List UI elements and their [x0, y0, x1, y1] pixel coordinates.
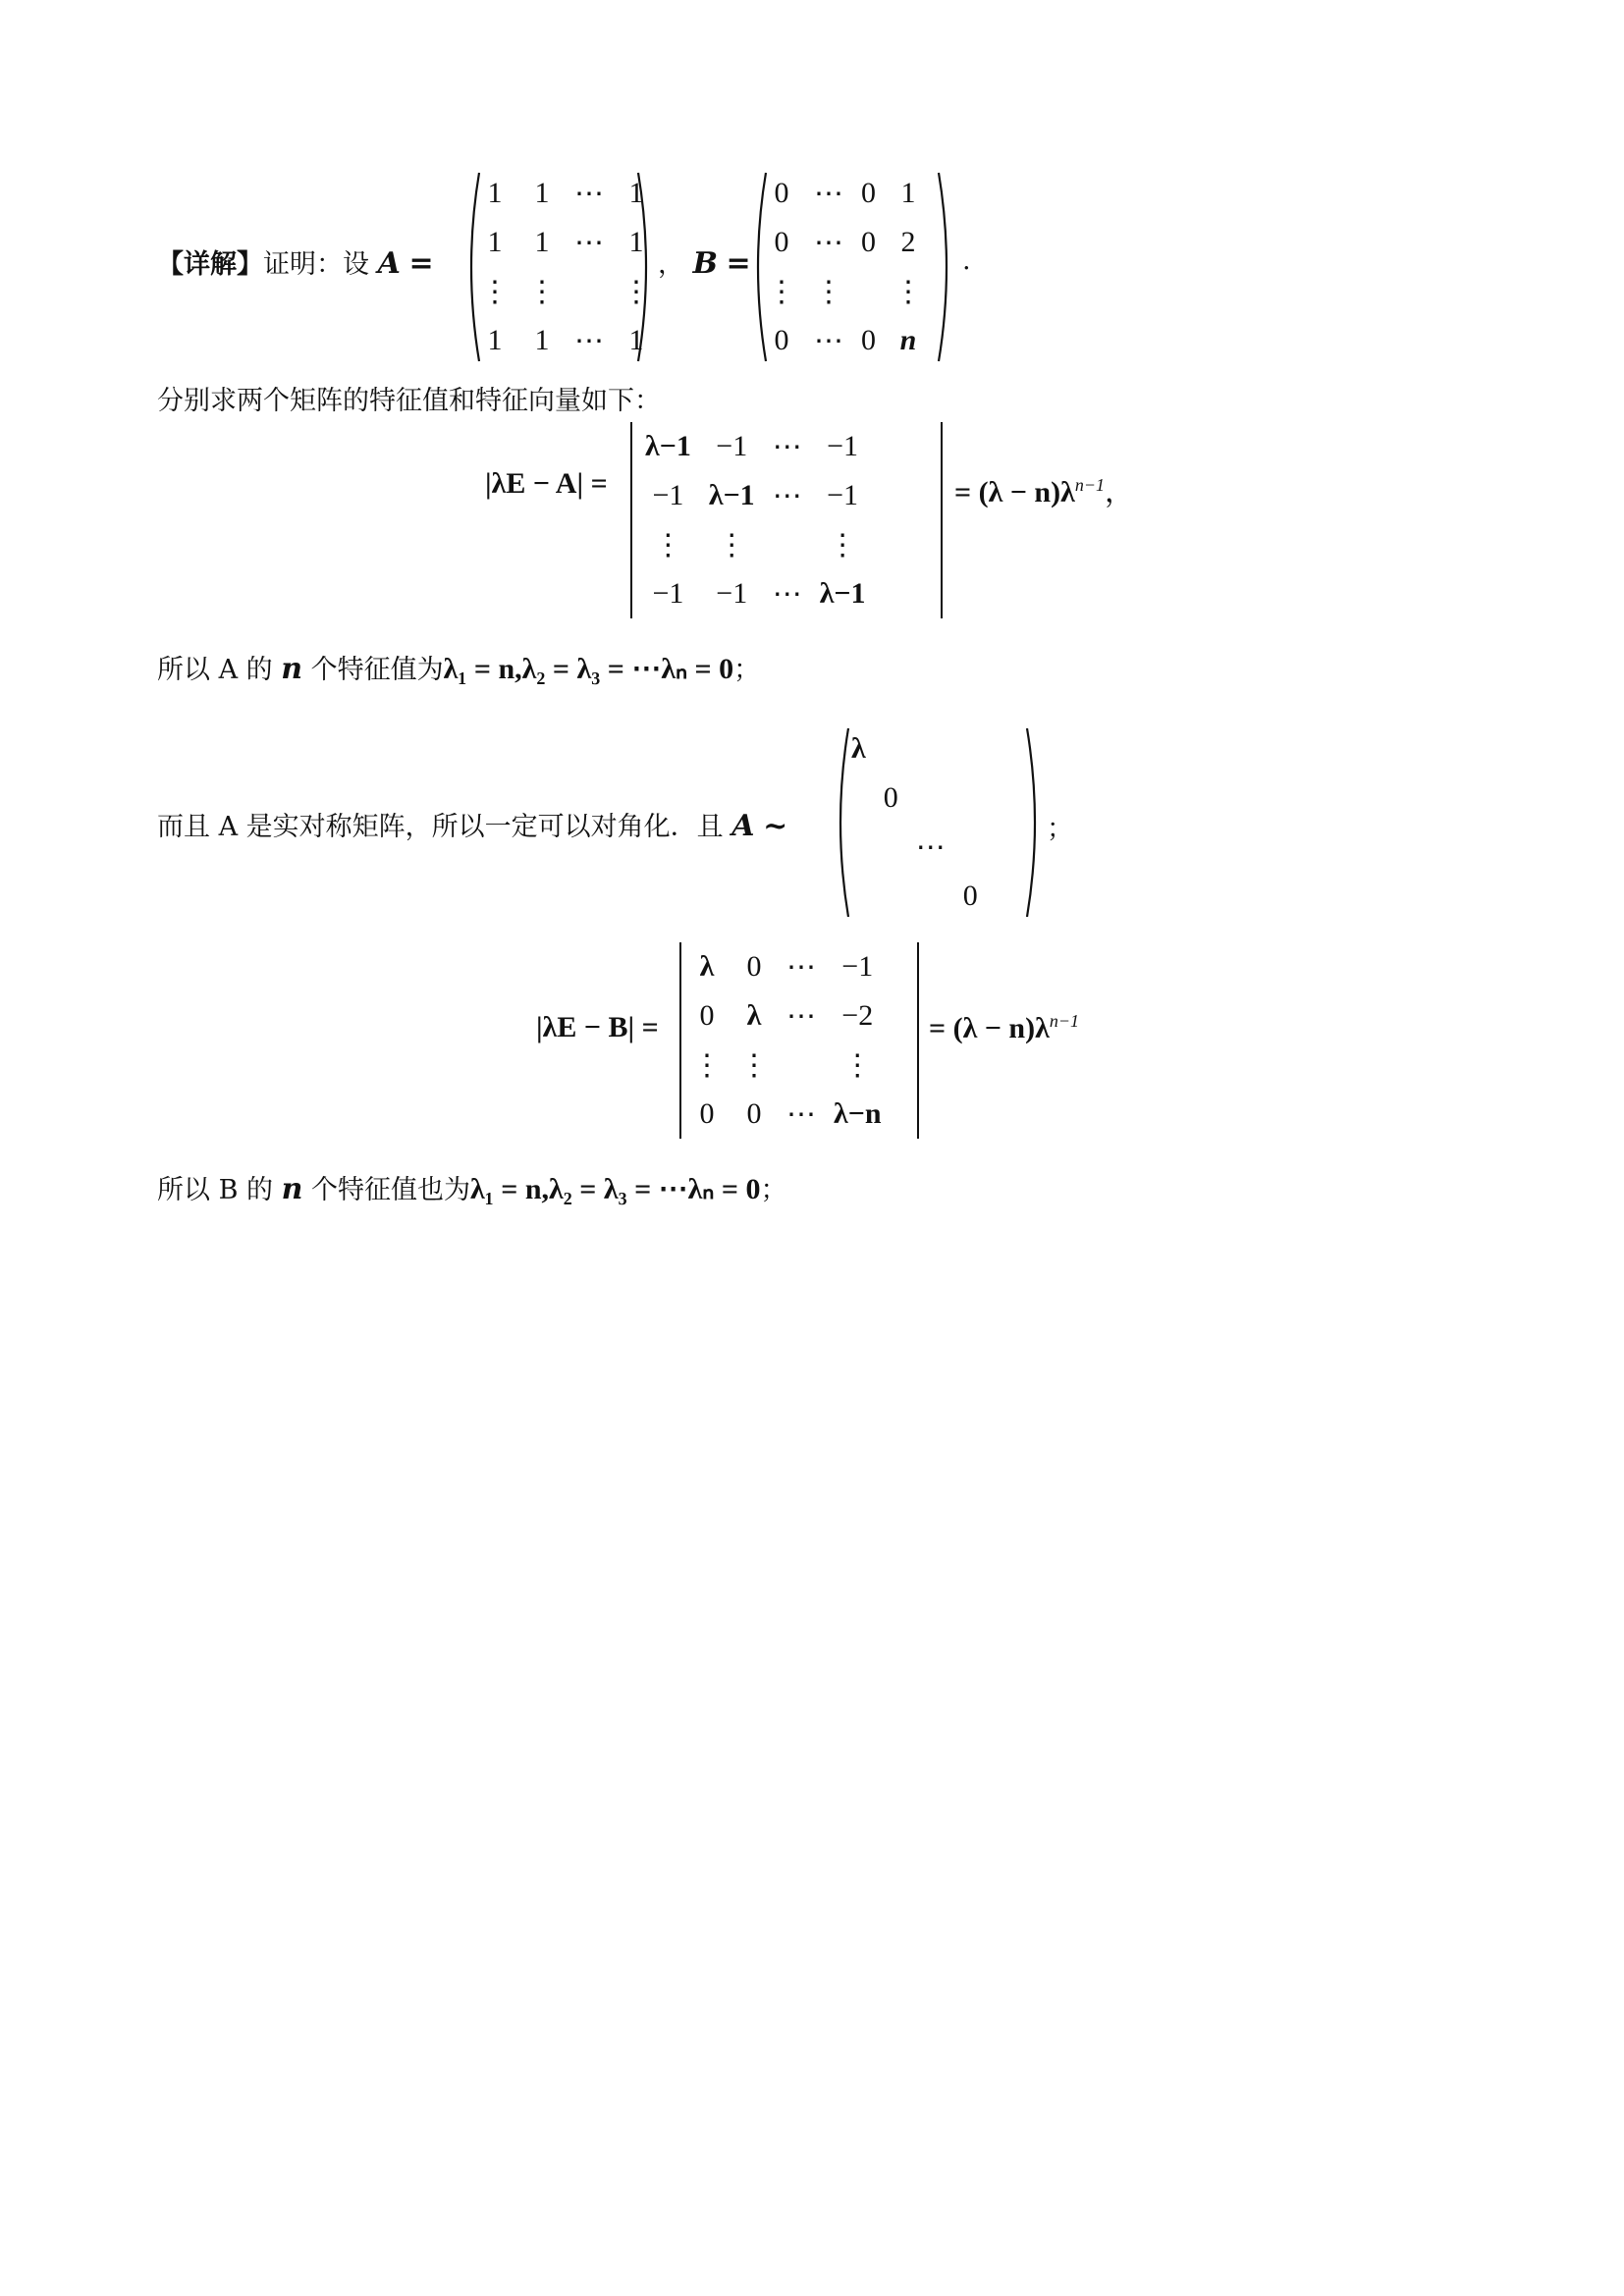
- var-B: B: [692, 246, 718, 281]
- matrix-cell: ⋯: [574, 324, 604, 357]
- matrix-cell: [852, 267, 885, 316]
- matrix-cell: [842, 872, 875, 921]
- detA-rhs-end: ，: [1104, 476, 1134, 508]
- eigen-B-formula: λ₁ = n,λ₂ = λ₃ = ⋯λₙ = 0: [470, 1173, 761, 1205]
- detA-rhs-exponent: n−1: [1074, 475, 1105, 495]
- matrix-row: [471, 267, 660, 316]
- period: .: [962, 245, 971, 276]
- similar-sign: ~: [763, 809, 788, 843]
- matrix-row: [683, 991, 891, 1041]
- determinant-A-body: [636, 422, 875, 618]
- matrix-cell: [566, 267, 613, 316]
- matrix-row: [471, 218, 660, 267]
- matrix-cell: ⋯: [814, 177, 843, 210]
- matrix-row: [636, 471, 875, 520]
- matrix-cell: ⋮: [814, 275, 843, 308]
- matrix-cell: 1: [628, 177, 644, 209]
- matrix-cell: ⋯: [814, 324, 843, 357]
- eigen-A-end: ；: [733, 655, 761, 685]
- diagonalize-line: [157, 805, 787, 843]
- matrix-A: [461, 169, 656, 365]
- matrix-cell: ⋮: [717, 528, 747, 561]
- matrix-cell: ⋯: [574, 177, 604, 210]
- matrix-cell: 1: [534, 324, 550, 356]
- matrix-cell: n: [899, 324, 917, 356]
- detB-lhs-text: |λE − B| =: [536, 1011, 659, 1043]
- matrix-cell: ⋮: [692, 1048, 722, 1082]
- paren-right: [935, 169, 956, 365]
- var-n: n: [281, 652, 303, 686]
- matrix-cell: λ: [699, 950, 715, 983]
- matrix-cell: −1: [827, 430, 859, 462]
- matrix-cell: [954, 823, 987, 872]
- det-bar-left: [630, 422, 632, 618]
- matrix-cell: 1: [534, 177, 550, 209]
- matrix-row: [758, 169, 932, 218]
- matrix-cell: −1: [716, 430, 748, 462]
- detB-rhs-text: = (λ − n)λ: [929, 1012, 1050, 1044]
- matrix-cell: [875, 872, 907, 921]
- matrix-cell: ⋮: [653, 528, 683, 561]
- diagonal-matrix-body: [842, 724, 987, 921]
- matrix-cell: λ−n: [834, 1097, 882, 1130]
- eq-sign-B: =: [726, 246, 751, 281]
- matrix-cell: [764, 520, 811, 569]
- matrix-cell: [907, 774, 954, 823]
- matrix-cell: 0: [699, 1097, 715, 1130]
- matrix-cell: 0: [883, 781, 898, 814]
- detB-rhs-exponent: n−1: [1049, 1011, 1079, 1031]
- eigenvalues-A-line: [157, 648, 760, 686]
- diagonalize-text: 而且 A 是实对称矩阵，所以一定可以对角化．且: [157, 812, 724, 842]
- matrix-cell: 1: [628, 324, 644, 356]
- matrix-row: [636, 422, 875, 471]
- matrix-cell: ⋯: [814, 226, 843, 259]
- matrix-row: [471, 316, 660, 365]
- matrix-row: [842, 823, 987, 872]
- matrix-cell: 2: [900, 226, 916, 258]
- matrix-row: [842, 872, 987, 921]
- matrix-cell: [875, 724, 907, 774]
- matrix-cell: ⋮: [842, 1048, 873, 1082]
- eigen-A-formula: λ₁ = n,λ₂ = λ₃ = ⋯λₙ = 0: [443, 653, 734, 685]
- matrix-cell: 0: [962, 880, 978, 912]
- var-A-sim: A: [731, 809, 755, 843]
- matrix-row: [636, 520, 875, 569]
- matrix-A-body: [471, 169, 660, 365]
- matrix-cell: [907, 872, 954, 921]
- matrix-cell: 0: [699, 999, 715, 1032]
- matrix-cell: [875, 823, 907, 872]
- proof-prefix: 证明：设: [263, 249, 369, 280]
- matrix-cell: λ: [851, 732, 866, 765]
- matrix-cell: 0: [774, 324, 789, 356]
- var-A: A: [377, 246, 401, 281]
- matrix-cell: ⋯: [772, 577, 802, 611]
- matrix-cell: 0: [746, 1097, 762, 1130]
- text-line-2: 分别求两个矩阵的特征值和特征向量如下：: [157, 386, 661, 416]
- matrix-cell: 1: [900, 177, 916, 209]
- matrix-cell: [842, 823, 875, 872]
- matrix-cell: −1: [652, 577, 684, 610]
- paren-right: [1023, 724, 1045, 921]
- matrix-cell: 1: [628, 226, 644, 258]
- detA-lhs: [485, 467, 608, 501]
- detA-rhs: [954, 467, 1134, 510]
- matrix-cell: ⋮: [767, 275, 796, 308]
- intro-line: [157, 242, 434, 281]
- matrix-cell: ⋮: [480, 275, 510, 308]
- matrix-cell: 1: [487, 324, 503, 356]
- matrix-cell: 0: [774, 226, 789, 258]
- matrix-cell: ⋯: [772, 430, 802, 463]
- matrix-cell: [907, 724, 954, 774]
- matrix-cell: ⋯: [574, 226, 604, 259]
- detA-lhs-text: |λE − A| =: [485, 467, 608, 500]
- B-def: [658, 242, 751, 281]
- eq-sign: =: [408, 246, 434, 281]
- paren-right: [634, 169, 656, 365]
- matrix-B-body: [758, 169, 932, 365]
- matrix-cell: 0: [861, 177, 876, 209]
- matrix-row: [471, 169, 660, 218]
- matrix-cell: ⋯: [786, 950, 816, 984]
- detB-lhs: [536, 1011, 659, 1044]
- matrix-row: [758, 267, 932, 316]
- detA-rhs-text: = (λ − n)λ: [954, 476, 1075, 508]
- matrix-cell: [842, 774, 875, 823]
- matrix-cell: 1: [487, 177, 503, 209]
- eigen-B-text2: 个特征值也为: [311, 1175, 471, 1205]
- matrix-row: [758, 218, 932, 267]
- eigen-A-text: 所以 A 的: [157, 655, 273, 685]
- matrix-cell: ⋯: [786, 1097, 816, 1131]
- matrix-cell: ⋯: [772, 479, 802, 512]
- determinant-B: [677, 942, 923, 1139]
- matrix-cell: ⋯: [915, 830, 946, 864]
- matrix-cell: 0: [861, 226, 876, 258]
- matrix-B: [748, 169, 958, 365]
- eigen-B-end: ；: [760, 1175, 787, 1205]
- matrix-row: [842, 724, 987, 774]
- matrix-cell: [954, 724, 987, 774]
- matrix-cell: ⋮: [527, 275, 557, 308]
- matrix-cell: λ−1: [819, 577, 866, 610]
- matrix-cell: [778, 1041, 825, 1090]
- matrix-cell: λ−1: [645, 430, 691, 462]
- matrix-cell: −2: [841, 999, 874, 1032]
- det-bar-left: [679, 942, 681, 1139]
- matrix-cell: ⋮: [739, 1048, 769, 1082]
- matrix-cell: λ: [746, 999, 762, 1032]
- matrix-cell: 1: [487, 226, 503, 258]
- matrix-cell: 0: [746, 950, 762, 983]
- matrix-row: [683, 1041, 891, 1090]
- matrix-row: [683, 942, 891, 991]
- determinant-B-body: [683, 942, 891, 1139]
- matrix-cell: −1: [652, 479, 684, 511]
- matrix-cell: λ−1: [708, 479, 755, 511]
- diagonal-matrix: [831, 724, 1047, 921]
- determinant-A: [628, 422, 948, 618]
- matrix-cell: [954, 774, 987, 823]
- var-n-B: n: [281, 1172, 303, 1206]
- eigen-B-text: 所以 B 的: [157, 1175, 274, 1205]
- matrix-row: [758, 316, 932, 365]
- matrix-cell: 0: [861, 324, 876, 356]
- eigen-A-text2: 个特征值为: [310, 655, 444, 685]
- detB-rhs: [929, 1011, 1079, 1045]
- matrix-cell: ⋯: [786, 999, 816, 1033]
- det-bar-right: [917, 942, 919, 1139]
- matrix-cell: −1: [827, 479, 859, 511]
- matrix-cell: −1: [716, 577, 748, 610]
- comma: ，: [658, 249, 684, 280]
- matrix-row: [636, 569, 875, 618]
- eigenvalues-B-line: [157, 1168, 786, 1206]
- matrix-cell: −1: [841, 950, 874, 983]
- matrix-cell: ⋮: [893, 275, 923, 308]
- matrix-cell: ⋮: [622, 275, 651, 308]
- matrix-row: [842, 774, 987, 823]
- detail-label: 【详解】: [157, 249, 263, 280]
- matrix-cell: 1: [534, 226, 550, 258]
- matrix-cell: ⋮: [828, 528, 858, 561]
- matrix-cell: 0: [774, 177, 789, 209]
- matrix-row: [683, 1090, 891, 1139]
- det-bar-right: [941, 422, 943, 618]
- semicolon: ；: [1047, 814, 1073, 844]
